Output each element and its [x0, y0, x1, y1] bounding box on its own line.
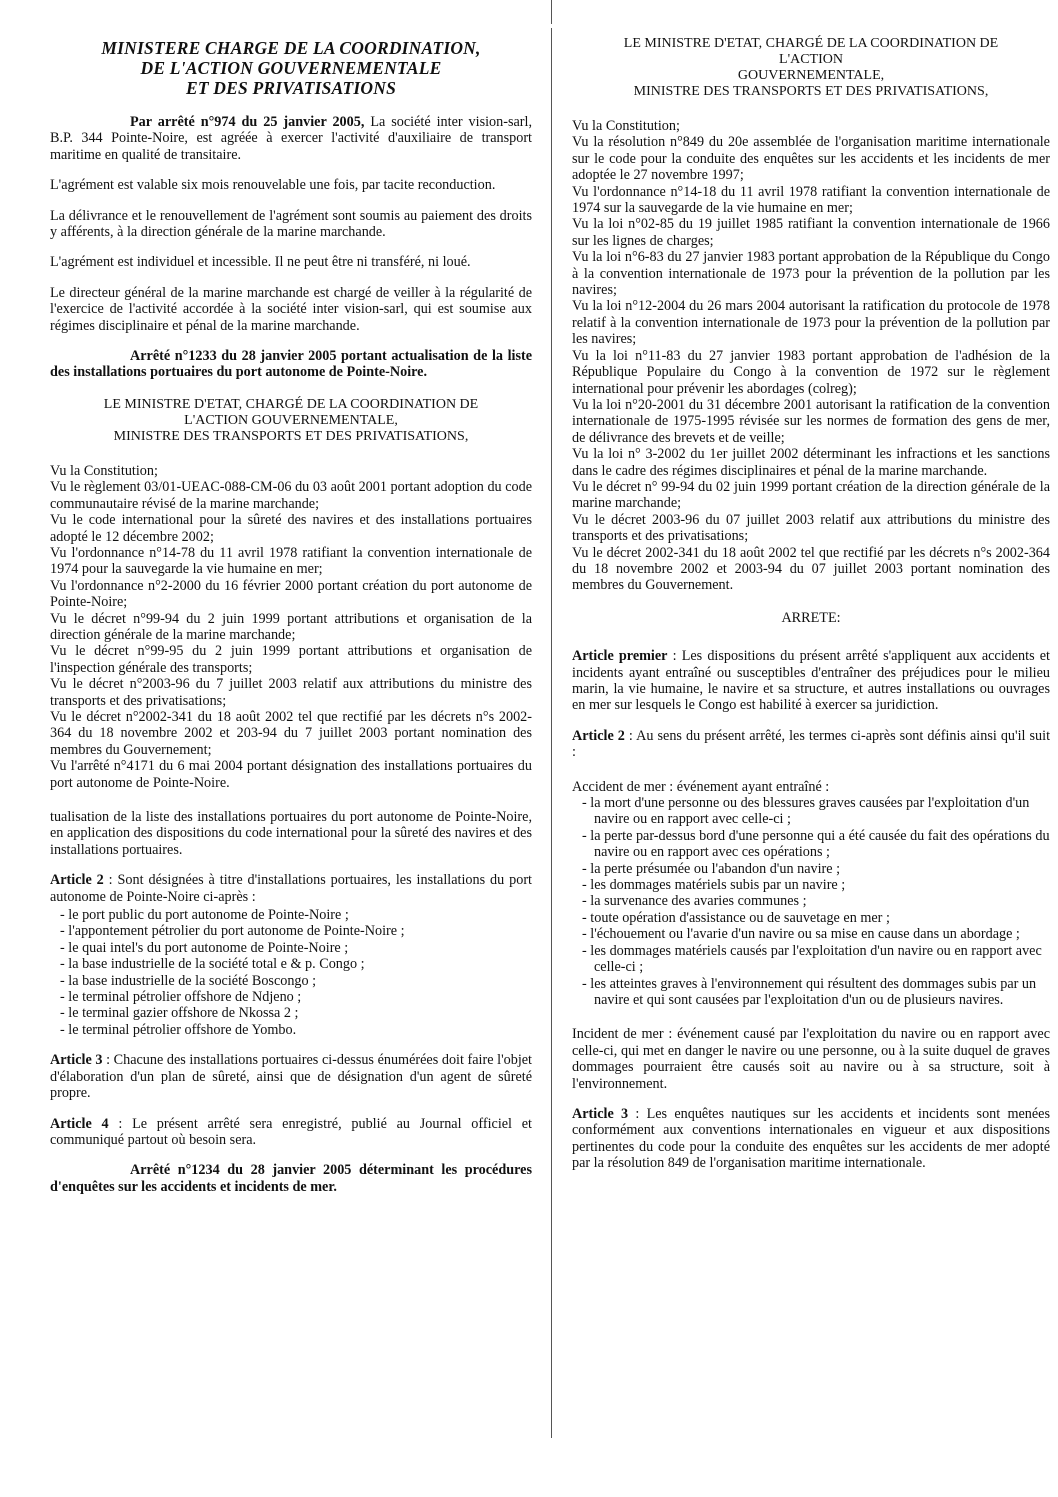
- article-label: Article 4: [50, 1115, 109, 1132]
- visa-item: Vu la loi n°6-83 du 27 janvier 1983 portant approbation de la République du Congo à la convention internationale de 1973 pour la prévention de la pollution par les navires;: [572, 249, 1050, 299]
- article-4-left: [50, 1116, 532, 1149]
- accident-definition-intro: Accident de mer : événement ayant entraîné :: [572, 778, 830, 795]
- list-item: - le quai intel's du port autonome de Pointe-Noire ;: [60, 940, 532, 956]
- visa-item: Vu le décret n°99-94 du 2 juin 1999 portant attributions et organisation de la direction générale de la marine marchande;: [50, 610, 532, 643]
- visa-item: Vu l'ordonnance n°14-78 du 11 avril 1978 ratifiant la convention internationale de 1974 pour la sauvegarde la vie humaine en mer;: [50, 544, 532, 578]
- arrete-heading: ARRETE:: [781, 609, 841, 626]
- minister-line: LE MINISTRE D'ETAT, CHARGÉ DE LA COORDINATION DE: [623, 36, 999, 51]
- visa-item: Vu le décret n° 99-94 du 02 juin 1999 portant création de la direction générale de la marine marchande;: [572, 478, 1050, 512]
- visa-item: Vu la loi n°20-2001 du 31 décembre 2001 autorisant la ratification de la convention internationale de 1975-1995 révisée sur les normes de formation des gens de mer, de délivrance des brevets et de veille;: [572, 396, 1050, 446]
- visa-item: Vu la Constitution;: [572, 118, 680, 134]
- visa-item: Vu la résolution n°849 du 20e assemblée de l'organisation maritime internationale sur le code pour la conduite des enquêtes sur les accidents et les incidents de mer adoptée le 27 novembre 1997;: [572, 134, 1050, 184]
- article-2-right: [572, 728, 1050, 761]
- minister-line: MINISTRE DES TRANSPORTS ET DES PRIVATISATIONS,: [633, 84, 989, 99]
- list-item: - la mort d'une personne ou des blessures graves causées par l'exploitation d'un navire ou en rapport avec celle-ci ;: [582, 795, 1050, 828]
- article-premier: [572, 648, 1050, 714]
- visa-item: Vu le décret n°2003-96 du 7 juillet 2003 relatif aux attributions du ministre des transports et des privatisations;: [50, 676, 532, 709]
- port-installations-list: [50, 907, 532, 1038]
- article-label: Article 3: [50, 1052, 103, 1069]
- visa-list-right: [572, 118, 1050, 594]
- list-item: - la base industrielle de la société Boscongo ;: [60, 973, 532, 989]
- visa-item: Vu l'ordonnance n°14-18 du 11 avril 1978 ratifiant la convention internationale de 1974 sur la sauvegarde de la vie humaine en mer;: [572, 183, 1050, 217]
- arrete-1233-title: Arrêté n°1233 du 28 janvier 2005 portant actualisation de la liste des installations portuaires du port autonome de Pointe-Noire.: [50, 348, 532, 381]
- visa-item: Vu le décret n°99-95 du 2 juin 1999 portant attributions et organisation de l'inspection générale des transports;: [50, 643, 532, 676]
- visa-item: Vu le règlement 03/01-UEAC-088-CM-06 du 03 août 2001 portant adoption du code communautaire révisé de la marine marchande;: [50, 479, 532, 512]
- visa-item: Vu la loi n°02-85 du 19 juillet 1985 ratifiant la convention internationale de 1966 sur les lignes de charges;: [572, 216, 1050, 249]
- list-item: - toute opération d'assistance ou de sauvetage en mer ;: [582, 910, 1050, 926]
- article-3-left: [50, 1052, 532, 1101]
- list-item: - la perte par-dessus bord d'une personne qui a été causée du fait des opérations du navire ou en rapport avec ces opérations ;: [582, 828, 1050, 861]
- list-item: - le terminal pétrolier offshore de Ndjeno ;: [60, 989, 532, 1005]
- ministry-masthead: [50, 38, 532, 98]
- visa-item: Vu la loi n°12-2004 du 26 mars 2004 autorisant la ratification du protocole de 1978 relatif à la convention internationale de 1973 pour la prévention de la pollution par les navires;: [572, 298, 1050, 348]
- minister-header-right: [572, 36, 1050, 100]
- minister-line: L'ACTION: [779, 52, 843, 67]
- visa-item: Vu le code international pour la sûreté des navires et des installations portuaires adopté le 12 décembre 2002;: [50, 512, 532, 545]
- list-item: - la base industrielle de la société total e & p. Congo ;: [60, 956, 532, 972]
- minister-line: LE MINISTRE D'ETAT, CHARGÉ DE LA COORDINATION DE: [103, 396, 479, 412]
- visa-item: Vu l'ordonnance n°2-2000 du 16 février 2000 portant création du port autonome de Pointe-Noire;: [50, 577, 532, 611]
- article-2-left: [50, 872, 532, 905]
- list-item: - le port public du port autonome de Pointe-Noire ;: [60, 907, 532, 923]
- list-item: - la perte présumée ou l'abandon d'un navire ;: [582, 861, 1050, 877]
- arrete-974-paragraph: [50, 114, 532, 163]
- paragraph: Le directeur général de la marine marchande est chargé de veiller à la régularité de l'exercice de l'activité accordée à la société inter vision-sarl, qui est soumise aux régimes disciplinaire et pénal de la marine marchande.: [50, 284, 532, 334]
- list-item: - la survenance des avaries communes ;: [582, 893, 1050, 909]
- article-label: Article premier: [572, 648, 668, 665]
- left-column: [50, 34, 532, 1211]
- visa-item: Vu le décret n°2002-341 du 18 août 2002 tel que rectifié par les décrets n°s 2002-364 du 18 novembre 2002 et 203-94 du 7 juillet 2003 portant nomination des membres du Gouvernement;: [50, 708, 532, 758]
- incident-definition: Incident de mer : événement causé par l'exploitation du navire ou en rapport avec celle-ci, qui met en danger le navire ou une personne, ou à la suite duquel de graves dommages pourraient être causés soit au navire ou à sa structure, soit à l'environnement.: [572, 1026, 1050, 1092]
- column-divider: [551, 28, 552, 1438]
- paragraph: L'agrément est valable six mois renouvelable une fois, par tacite reconduction.: [50, 177, 496, 194]
- visa-item: Vu le décret 2003-96 du 07 juillet 2003 relatif aux attributions du ministre des transports et des privatisations;: [572, 511, 1050, 545]
- article-label: Article 2: [50, 872, 104, 889]
- paragraph: La délivrance et le renouvellement de l'agrément sont soumis au paiement des droits y afférents, à la direction générale de la marine marchande.: [50, 207, 532, 241]
- list-item: - l'échouement ou l'avarie d'un navire ou sa mise en cause dans un abordage ;: [582, 926, 1050, 942]
- article-text: : Le présent arrêté sera enregistré, publié au Journal officiel et communiqué partout où besoin sera.: [50, 1115, 532, 1148]
- masthead-line: MINISTERE CHARGE DE LA COORDINATION,: [101, 38, 481, 58]
- column-divider-top: [551, 0, 552, 24]
- list-item: - les atteintes graves à l'environnement qui résultent des dommages subis par un navire et qui sont causées par l'exploitation d'un ou de plusieurs navires.: [582, 976, 1050, 1009]
- visa-item: Vu l'arrêté n°4171 du 6 mai 2004 portant désignation des installations portuaires du port autonome de Pointe-Noire.: [50, 758, 532, 791]
- article-label: Article 3: [572, 1105, 629, 1122]
- masthead-line: ET DES PRIVATISATIONS: [185, 78, 397, 98]
- visa-item: Vu la loi n°11-83 du 27 janvier 1983 portant approbation de l'adhésion de la République Populaire du Congo à la convention de 1972 sur le règlement international pour prévenir les abordages (colreg);: [572, 347, 1050, 397]
- accident-definition-list: [572, 795, 1050, 1008]
- article-label: Article 2: [572, 727, 625, 744]
- article-3-right: [572, 1106, 1050, 1172]
- tualisation-paragraph: tualisation de la liste des installations portuaires du port autonome de Pointe-Noire, en application des dispositions du code international pour la sûreté des navires et des installations portuaires.: [50, 809, 532, 858]
- list-item: - les dommages matériels causés par l'exploitation d'un navire ou en rapport avec celle-ci ;: [582, 943, 1050, 976]
- list-item: - les dommages matériels subis par un navire ;: [582, 877, 1050, 893]
- article-text: : Chacune des installations portuaires ci-dessus énumérées doit faire l'objet d'élaboration d'un plan de sûreté, ainsi que de désignation d'un agent de sûreté propre.: [50, 1052, 532, 1102]
- arrete-1234-title: Arrêté n°1234 du 28 janvier 2005 déterminant les procédures d'enquêtes sur les accidents et incidents de mer.: [50, 1162, 532, 1195]
- minister-line: MINISTRE DES TRANSPORTS ET DES PRIVATISATIONS,: [113, 428, 469, 444]
- right-column: [572, 34, 1050, 1186]
- minister-line: GOUVERNEMENTALE,: [737, 68, 885, 83]
- paragraph: L'agrément est individuel et incessible. Il ne peut être ni transféré, ni loué.: [50, 254, 471, 271]
- article-text: : Les enquêtes nautiques sur les accidents et incidents sont menées conformément aux conventions internationales en vigueur et aux dispositions pertinentes du code pour la conduite des enquêtes sur les accidents de mer adopté par la résolution 849 de l'organisation maritime internationale.: [572, 1105, 1050, 1172]
- article-text: : Sont désignées à titre d'installations portuaires, les installations du port autonome de Pointe-Noire ci-après :: [50, 872, 532, 905]
- list-item: - le terminal pétrolier offshore de Yombo.: [60, 1022, 532, 1038]
- arrete-974-reference: Par arrêté n°974 du 25 janvier 2005,: [130, 114, 365, 130]
- article-text: : Les dispositions du présent arrêté s'appliquent aux accidents et incidents ayant entraîné ou susceptibles d'entraîner des préjudices pour le milieu marin, la vie humaine, le navire et sa structure, et autres installations ou ouvrages en mer sur lesquels le Congo est habilité à exercer sa juridiction.: [572, 648, 1050, 714]
- article-text: : Au sens du présent arrêté, les termes ci-après sont définis ainsi qu'il suit :: [572, 727, 1050, 761]
- minister-header: [50, 397, 532, 445]
- list-item: - l'appontement pétrolier du port autonome de Pointe-Noire ;: [60, 923, 532, 939]
- masthead-line: DE L'ACTION GOUVERNEMENTALE: [140, 58, 442, 78]
- visa-item: Vu la loi n° 3-2002 du 1er juillet 2002 déterminant les infractions et les sanctions dans le cadre des régimes disciplinaires et pénal de la marine marchande.: [572, 446, 1050, 479]
- visa-list: [50, 463, 532, 791]
- list-item: - le terminal gazier offshore de Nkossa 2 ;: [60, 1005, 532, 1021]
- visa-item: Vu le décret 2002-341 du 18 août 2002 tel que rectifié par les décrets n°s 2002-364 du 18 novembre 2002 et 2003-94 du 07 juillet 2003 portant nomination des membres du Gouvernement.: [572, 544, 1050, 594]
- visa-item: Vu la Constitution;: [50, 462, 158, 479]
- minister-line: L'ACTION GOUVERNEMENTALE,: [184, 412, 398, 428]
- arrete-974-text: La société inter vision-sarl, B.P. 344 Pointe-Noire, est agréée à exercer l'activité d'auxiliaire de transport maritime en qualité de transitaire.: [50, 114, 533, 163]
